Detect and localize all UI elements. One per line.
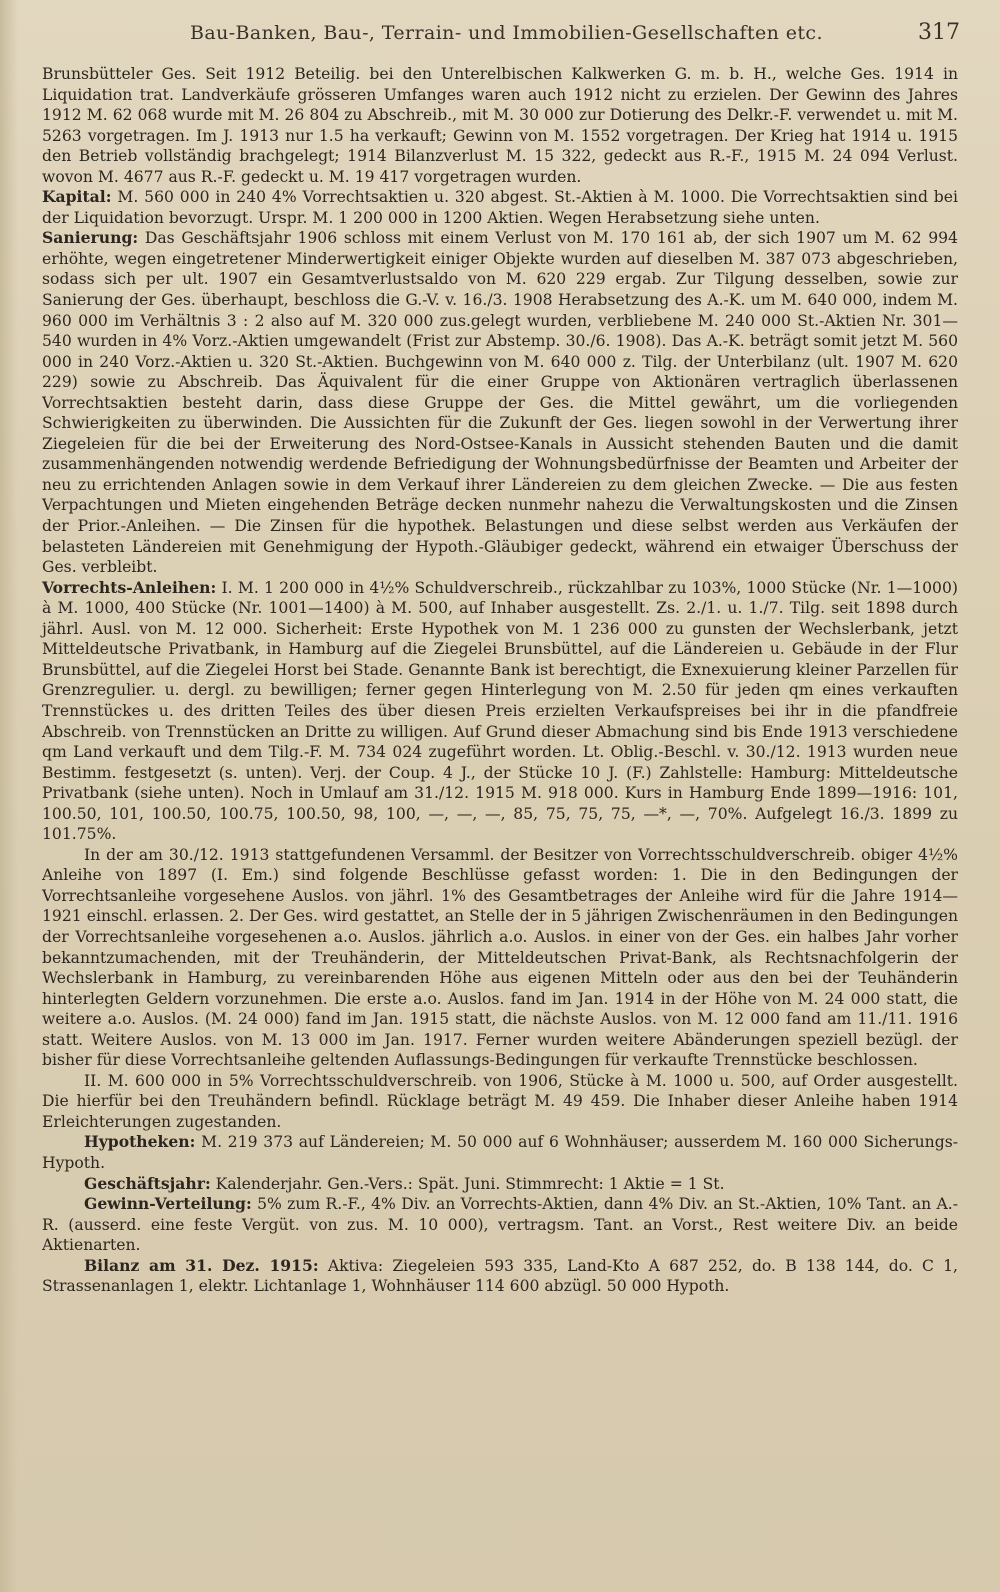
paragraph-text: In der am 30./12. 1913 stattgefundenen Versamml. der Besitzer von Vorrechtsschuldverschreib. obiger 4½% Anleihe von 1897 (I. Em.) sind folgende Beschlüsse gefasst worden: 1. Die in den Bedingungen der Vorrechtsanleihe vorgesehene Auslos. von jährl. 1% des Gesamtbetrages der Anleihe wird für die Jahre 1914—1921 einschl. erlassen. 2. Der Ges. wird gestattet, an Stelle der in 5 jährigen Zwischenräumen in den Bedingungen der Vorrechtsanleihe vorgesehenen a.o. Auslos. jährlich a.o. Auslos. in einer von der Ges. ein halbes Jahr vorher bekanntzumachenden, mit der Treuhänderin, der Mitteldeutschen Privat-Bank, als Rechtsnachfolgerin der Wechslerbank in Hamburg, zu vereinbarenden Höhe aus eigenen Mitteln oder aus den bei der Teuhänderin hinterlegten Geldern vorzunehmen. Die erste a.o. Auslos. fand im Jan. 1914 in der Höhe von M. 24 000 statt, die weitere a.o. Auslos. (M. 24 000) fand im Jan. 1915 statt, die nächste Auslos. von M. 12 000 fand am 11./11. 1916 statt. Weitere Auslos. von M. 13 000 im Jan. 1917. Ferner wurden weitere Abänderungen speziell bezügl. der bisher für diese Vorrechtsanleihe geltenden Auflassungs-Bedingungen für verkaufte Trennstücke beschlossen. bbox=[42, 845, 958, 1070]
paragraph-text: M. 219 373 auf Ländereien; M. 50 000 auf 6 Wohnhäuser; ausserdem M. 160 000 Sicherungs-Hypoth. bbox=[42, 1133, 958, 1172]
paragraph-text: Kalenderjahr. Gen.-Vers.: Spät. Juni. Stimmrecht: 1 Aktie = 1 St. bbox=[215, 1174, 725, 1193]
paragraph bbox=[42, 1174, 958, 1195]
paragraph-lead: Bilanz am 31. Dez. 1915: bbox=[84, 1255, 319, 1275]
paragraph-text: II. M. 600 000 in 5% Vorrechtsschuldverschreib. von 1906, Stücke à M. 1000 u. 500, auf Order ausgestellt. Die hierfür bei den Treuhändern befindl. Rücklage beträgt M. 49 459. Die Inhaber dieser Anleihe haben 1914 Erleichterungen zugestanden. bbox=[42, 1071, 958, 1131]
running-header-title: Bau-Banken, Bau-, Terrain- und Immobilien-Gesellschaften etc. bbox=[190, 22, 823, 44]
paragraph-text: Aktiva: Ziegeleien 593 335, Land-Kto A 687 252, do. B 138 144, do. C 1, Strassenanlagen 1, elektr. Lichtanlage 1, Wohnhäuser 114 600 abzügl. 50 000 Hypoth. bbox=[42, 1256, 958, 1296]
paragraph bbox=[42, 1071, 958, 1133]
paragraph-text: Das Geschäftsjahr 1906 schloss mit einem Verlust von M. 170 161 ab, der sich 1907 um M. 62 994 erhöhte, wegen eingetretener Minderwertigkeit einiger Objekte wurden auf dieselben M. 387 073 abgeschrieben, sodass sich per ult. 1907 ein Gesamtverlustsaldo von M. 620 229 ergab. Zur Tilgung desselben, sowie zur Sanierung der Ges. überhaupt, beschloss die G.-V. v. 16./3. 1908 Herabsetzung des A.-K. um M. 640 000, indem M. 960 000 im Verhältnis 3 : 2 also auf M. 320 000 zus.gelegt wurden, verbliebene M. 240 000 St.-Aktien Nr. 301—540 wurden in 4% Vorz.-Aktien umgewandelt (Frist zur Abstemp. 30./6. 1908). Das A.-K. beträgt somit jetzt M. 560 000 in 240 Vorz.-Aktien u. 320 St.-Aktien. Buchgewinn von M. 640 000 z. Tilg. der Unterbilanz (ult. 1907 M. 620 229) sowie zu Abschreib. Das Äquivalent für die einer Gruppe von Aktionären vertraglich überlassenen Vorrechtsaktien besteht darin, dass diese Gruppe der Ges. die Mittel gewährt, um die vorliegenden Schwierigkeiten zu überwinden. Die Aussichten für die Zukunft der Ges. liegen sowohl in der Verwertung ihrer Ziegeleien für die bei der Erweiterung des Nord-Ostsee-Kanals in Aussicht stehenden Bauten und die damit zusammenhängenden notwendig werdende Befriedigung der Wohnungsbedürfnisse der Beamten und Arbeiter der neu zu errichtenden Anlagen sowie in dem Verkauf ihrer Ländereien zu dem gleichen Zwecke. — Die aus festen Verpachtungen und Mieten eingehenden Beträge decken nunmehr nahezu die Verwaltungskosten und die Zinsen der Prior.-Anleihen. — Die Zinsen für die hypothek. Belastungen und diese selbst werden aus Verkäufen der belasteten Ländereien mit Genehmigung der Hypoth.-Gläubiger gedeckt, während ein etwaiger Überschuss der Ges. verbleibt. bbox=[42, 229, 958, 577]
page-header bbox=[40, 16, 960, 56]
paragraph bbox=[42, 64, 958, 187]
scan-edge-shadow bbox=[0, 0, 18, 1592]
paragraph bbox=[42, 1256, 958, 1297]
paragraph-text: M. 560 000 in 240 4% Vorrechtsaktien u. 320 abgest. St.-Aktien à M. 1000. Die Vorrechtsaktien sind bei der Liquidation bevorzugt. Urspr. M. 1 200 000 in 1200 Aktien. Wegen Herabsetzung siehe unten. bbox=[42, 188, 958, 227]
paragraph-lead: Sanierung: bbox=[42, 228, 139, 248]
paragraph bbox=[42, 578, 958, 845]
paragraph bbox=[42, 228, 958, 577]
paragraph bbox=[42, 1132, 958, 1173]
paragraph-text: 5% zum R.-F., 4% Div. an Vorrechts-Aktien, dann 4% Div. an St.-Aktien, 10% Tant. an A.-R. (ausserd. eine feste Vergüt. von zus. M. 10 000), vertragsm. Tant. an Vorst., Rest weitere Div. an beide Aktienarten. bbox=[42, 1195, 958, 1255]
paragraph-text: Brunsbütteler Ges. Seit 1912 Beteilig. bei den Unterelbischen Kalkwerken G. m. b. H., welche Ges. 1914 in Liquidation trat. Landverkäufe grösseren Umfanges waren auch 1912 nicht zu erzielen. Der Gewinn des Jahres 1912 M. 62 068 wurde mit M. 26 804 zu Abschreib., mit M. 30 000 zur Dotierung des Delkr.-F. verwendet u. mit M. 5263 vorgetragen. Im J. 1913 nur 1.5 ha verkauft; Gewinn von M. 1552 vorgetragen. Der Krieg hat 1914 u. 1915 den Betrieb vollständig brachgelegt; 1914 Bilanzverlust M. 15 322, gedeckt aus R.-F., 1915 M. 24 094 Verlust. wovon M. 4677 aus R.-F. gedeckt u. M. 19 417 vorgetragen wurden. bbox=[42, 65, 958, 186]
paragraph bbox=[42, 845, 958, 1071]
paragraph-lead: Hypotheken: bbox=[84, 1132, 196, 1152]
body-text bbox=[42, 64, 958, 1297]
paragraph-text: I. M. 1 200 000 in 4½% Schuldverschreib., rückzahlbar zu 103%, 1000 Stücke (Nr. 1—1000) à M. 1000, 400 Stücke (Nr. 1001—1400) à M. 500, auf Inhaber ausgestellt. Zs. 2./1. u. 1./7. Tilg. seit 1898 durch jährl. Ausl. von M. 12 000. Sicherheit: Erste Hypothek von M. 1 236 000 zu gunsten der Wechslerbank, jetzt Mitteldeutsche Privatbank, in Hamburg auf die Ziegelei Brunsbüttel, auf die Ländereien u. Gebäude in der Flur Brunsbüttel, auf die Ziegelei Horst bei Stade. Genannte Bank ist berechtigt, die Exnexuierung kleiner Parzellen für Grenzregulier. u. dergl. zu bewilligen; ferner gegen Hinterlegung von M. 2.50 für jeden qm eines verkauften Trennstückes u. des dritten Teiles des über diesen Preis erzielten Verkaufspreises bei ihr in die pfandfreie Abschreib. von Trennstücken an Dritte zu willigen. Auf Grund dieser Abmachung sind bis Ende 1913 verschiedene qm Land verkauft und dem Tilg.-F. M. 734 024 zugeführt worden. Lt. Oblig.-Beschl. v. 30./12. 1913 wurden neue Bestimm. festgesetzt (s. unten). Verj. der Coup. 4 J., der Stücke 10 J. (F.) Zahlstelle: Hamburg: Mitteldeutsche Privatbank (siehe unten). Noch in Umlauf am 31./12. 1915 M. 918 000. Kurs in Hamburg Ende 1899—1916: 101, 100.50, 101, 100.50, 100.75, 100.50, 98, 100, —, —, —, 85, 75, 75, 75, —*, —, 70%. Aufgelegt 16./3. 1899 zu 101.75%. bbox=[42, 578, 958, 844]
paragraph-lead: Vorrechts-Anleihen: bbox=[42, 577, 217, 597]
paragraph-lead: Gewinn-Verteilung: bbox=[84, 1194, 252, 1214]
page-number: 317 bbox=[918, 20, 960, 45]
paragraph bbox=[42, 187, 958, 228]
paragraph-lead: Kapital: bbox=[42, 187, 112, 207]
paragraph bbox=[42, 1194, 958, 1256]
paragraph-lead: Geschäftsjahr: bbox=[84, 1173, 211, 1193]
